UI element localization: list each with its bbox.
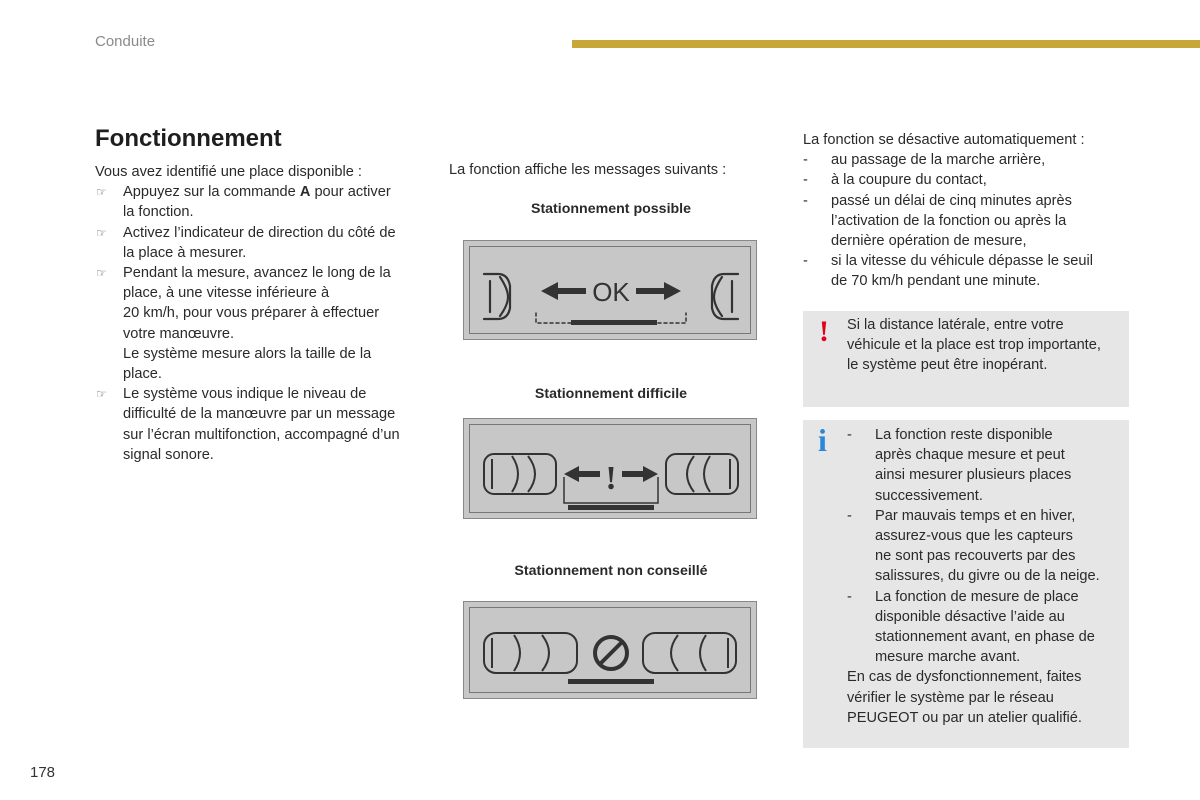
center-intro: La fonction affiche les messages suivants : — [449, 162, 727, 178]
ok-arrows-icon — [464, 241, 758, 341]
section-label: Conduite — [95, 33, 156, 50]
list-item: - au passage de la marche arrière, — [803, 152, 1046, 169]
command-a-label: A — [299, 184, 311, 201]
display-panel-not-advised — [463, 601, 757, 699]
pointing-hand-icon: ☞ — [96, 387, 107, 402]
header-accent-bar — [572, 40, 1200, 48]
step-3-note-line-1: Le système mesure alors la taille de la — [123, 345, 372, 362]
left-column — [95, 162, 425, 465]
page-title: Fonctionnement — [95, 125, 282, 152]
pointing-hand-icon: ☞ — [96, 185, 107, 200]
ok-display-text: OK — [592, 277, 630, 307]
pointing-hand-icon: ☞ — [96, 225, 107, 240]
info-closing: En cas de dysfonctionnement, faites vérifier le système par le réseau PEUGEOT ou par un atelier qualifié. — [847, 669, 1082, 726]
step-3: ☞ Pendant la mesure, avancez le long de la place, à une vitesse inférieure à 20 km/h, pour vous préparer à effectuer votre manœuvre. Le système mesure alors la taille de la place. — [95, 263, 425, 384]
warning-display-text: ! — [605, 460, 617, 497]
step-4: ☞ Le système vous indique le niveau de difficulté de la manœuvre par un message sur l’écran multifonction, accompagné d’un signal sonore. — [96, 386, 400, 463]
left-intro: Vous avez identifié une place disponible : — [95, 164, 362, 180]
display-panel-possible — [463, 240, 757, 340]
step-3-note-line-2: place. — [123, 366, 162, 383]
message-title-possible: Stationnement possible — [530, 201, 692, 217]
info-text — [847, 425, 1122, 728]
page-number: 178 — [30, 764, 56, 781]
step-2: ☞ Activez l’indicateur de direction du côté de la place à mesurer. — [96, 224, 396, 261]
list-item: - La fonction reste disponible après chaque mesure et peut ainsi mesurer plusieurs places successivement. — [847, 427, 1072, 504]
right-column — [803, 130, 1128, 292]
message-title-difficult: Stationnement difficile — [534, 386, 688, 402]
warning-arrows-icon — [464, 419, 758, 520]
warning-text: Si la distance latérale, entre votre véhicule et la place est trop importante, le système peut être inopérant. — [847, 317, 1101, 374]
step-1: ☞ Appuyez sur la commande A pour activer la fonction. — [96, 184, 391, 221]
list-item: - à la coupure du contact, — [803, 172, 987, 189]
list-item: - si la vitesse du véhicule dépasse le seuil de 70 km/h pendant une minute. — [803, 253, 1094, 290]
display-panel-difficult — [463, 418, 757, 519]
info-icon: i — [818, 422, 827, 458]
no-entry-icon — [464, 602, 758, 700]
message-title-not-advised: Stationnement non conseillé — [514, 563, 708, 579]
list-item: - passé un délai de cinq minutes après l’activation de la fonction ou après la dernière opération de mesure, — [803, 192, 1072, 250]
pointing-hand-icon: ☞ — [96, 266, 107, 281]
right-intro: La fonction se désactive automatiquement : — [803, 132, 1085, 148]
list-item: - Par mauvais temps et en hiver, assurez-vous que les capteurs ne sont pas recouverts par des salissures, du givre ou de la neige. — [847, 507, 1100, 585]
warning-icon: ! — [819, 315, 829, 348]
list-item: - La fonction de mesure de place disponible désactive l’aide au stationnement avant, en phase de mesure marche avant. — [847, 588, 1095, 666]
